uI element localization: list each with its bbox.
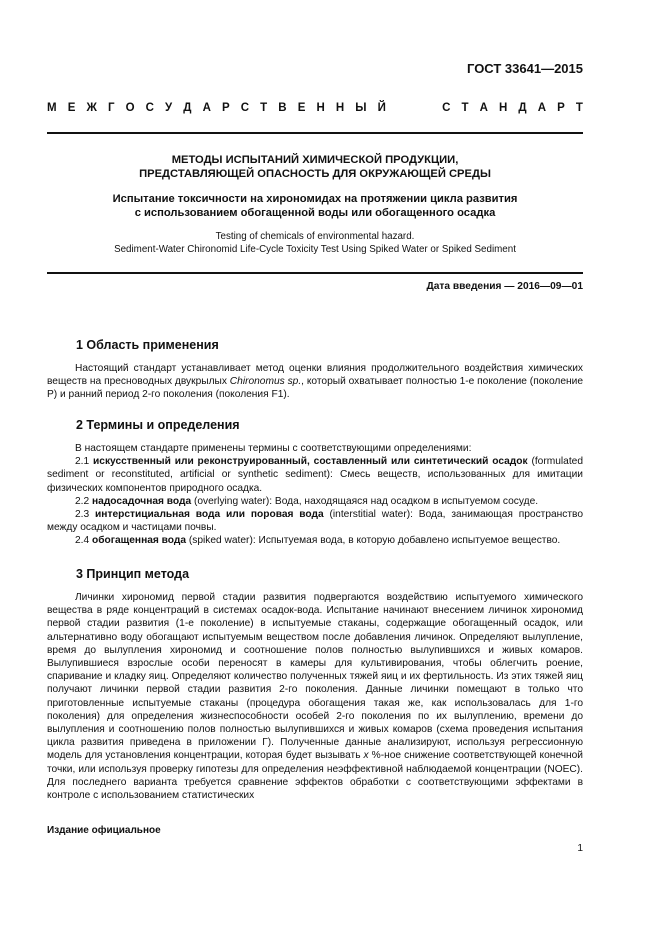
term: обогащенная вода [92,535,187,547]
section-1-heading: 1 Область применения [76,338,219,352]
title-divider [47,272,583,274]
section-3-body [47,591,583,802]
section-2-body [47,442,583,548]
banner-letter: А [202,102,211,114]
subtitle-line: с использованием обогащенной воды или обогащенного осадка [134,207,496,219]
banner-letter: Й [377,102,386,114]
top-divider [47,132,583,134]
section-1-body [47,362,583,402]
banner-letter: Н [335,102,345,114]
section-3-heading: 3 Принцип метода [76,567,190,581]
paragraph: Личинки хирономид первой стадии развития подвергаются воздействию испытуемого химического вещества в ряде концентраций в системах осадок-вода. Испытание начинают внесением личинок хирономид первой стадии развития (1-е поколение) в испытуемые стаканы, содержащие обогащенный осадок, или альтернативно воду обогащают испытуемым веществом после добавления личинок. Определяют вылупление, время до вылупления хирономид и соотношение полов полностью вылупившихся и живых комаров. Вылупившиеся взрослые особи переносят в камеры для культивирования, чтобы облегчить роение, спаривание и кладку яиц. Определяют количество полученных тяжей яиц и их фертильность. Из этих тяжей яиц получают личинки первой стадии развития 2-го поколения. Данные личинки помещают в только что приготовленные испытуемые стаканы (процедура обогащения такая же, как использовалась для 1-го поколения) для определения жизнеспособности особей 2-го поколения по их вылуплению, времени до вылупления и соотношению полов полностью вылупившихся и живых комаров (схема проведения испытания цикла развития приведена в приложении Г). Полученные данные анализируют, используя регрессионную модель для установления концентрации, которая будет вызывать x %-ное снижение соответствующей конечной точки, или используя проверку гипотезы для определения неэффективной наблюдаемой концентрации (NOEC). Для последнего варианта требуется сравнение эффектов обработки с соответствующими эффектами в контроле с использованием статистических [47,592,583,802]
banner-letter: О [125,102,135,114]
banner-letter: Т [461,102,469,114]
banner-letter: С [145,102,154,114]
banner-letter: У [165,102,173,114]
species-name: Chironomus sp. [229,376,302,388]
banner-letter: С [442,102,451,114]
banner-letter: С [240,102,250,114]
banner-letter: В [278,102,287,114]
english-title-line: Testing of chemicals of environmental hazard. [215,231,415,242]
banner-letter: Р [221,102,230,114]
official-edition-label: Издание официальное [47,825,161,836]
variable-x: x [363,750,369,762]
banner-letter: Т [575,102,583,114]
banner-letter: Р [557,102,565,114]
term: искусственный или реконструированный, составленный или синтетический осадок [93,456,528,468]
term-definition: 2.1 искусственный или реконструированный, составленный или синтетический осадок (formulated sediment or reconstituted, artificial or synthetic sediment): Смесь веществ, использованных для имитации физических компонентов природного осадка. [47,456,583,494]
banner-letter: Г [107,102,115,114]
banner-letter: А [479,102,488,114]
banner-letter: Т [260,102,268,114]
page-number: 1 [577,843,583,854]
introduction-date: Дата введения — 2016—09—01 [426,281,583,292]
subtitle-line: Испытание токсичности на хирономидах на протяжении цикла развития [112,193,518,205]
title-line: МЕТОДЫ ИСПЫТАНИЙ ХИМИЧЕСКОЙ ПРОДУКЦИИ, [171,154,459,166]
banner-letter: М [47,102,57,114]
document-title [47,153,583,181]
term-definition: 2.3 интерстициальная вода или поровая вода (interstitial water): Вода, занимающая пространство между осадком и частицами почвы. [47,509,584,534]
term: интерстициальная вода или поровая вода [95,509,324,521]
banner-letter: Д [183,102,192,114]
standard-banner [47,102,583,114]
term-definition: 2.2 надосадочная вода (overlying water): Вода, находящаяся над осадком в испытуемом сосуде. [75,495,539,507]
document-subtitle [47,192,583,220]
english-title-line: Sediment-Water Chironomid Life-Cycle Toxicity Test Using Spiked Water or Spiked Sediment [114,244,516,255]
banner-letter: Ы [355,102,367,114]
paragraph: Настоящий стандарт устанавливает метод оценки влияния продолжительного воздействия химических веществ на пресноводных двукрылых Chironomus sp., который охватывает полностью 1-е поколение (поколение Р) и ранний период 2-го поколения (поколения F1). [47,363,583,401]
term: надосадочная вода [92,495,192,507]
banner-letter: Е [67,102,76,114]
banner-letter: Н [499,102,508,114]
banner-letter: Е [297,102,306,114]
paragraph: В настоящем стандарте применены термины с соответствующими определениями: [75,443,472,454]
banner-letter: А [537,102,547,114]
section-2-heading: 2 Термины и определения [76,418,240,432]
banner-letter: Ж [86,102,97,114]
term-definition: 2.4 обогащенная вода (spiked water): Испытуемая вода, в которую добавлено испытуемое вещество. [75,535,561,547]
title-line: ПРЕДСТАВЛЯЮЩЕЙ ОПАСНОСТЬ ДЛЯ ОКРУЖАЮЩЕЙ СРЕДЫ [139,168,491,180]
banner-word-gap [397,102,431,114]
document-number: ГОСТ 33641—2015 [467,61,583,76]
english-title [47,230,583,256]
banner-letter: Н [316,102,325,114]
banner-letter: Д [518,102,527,114]
